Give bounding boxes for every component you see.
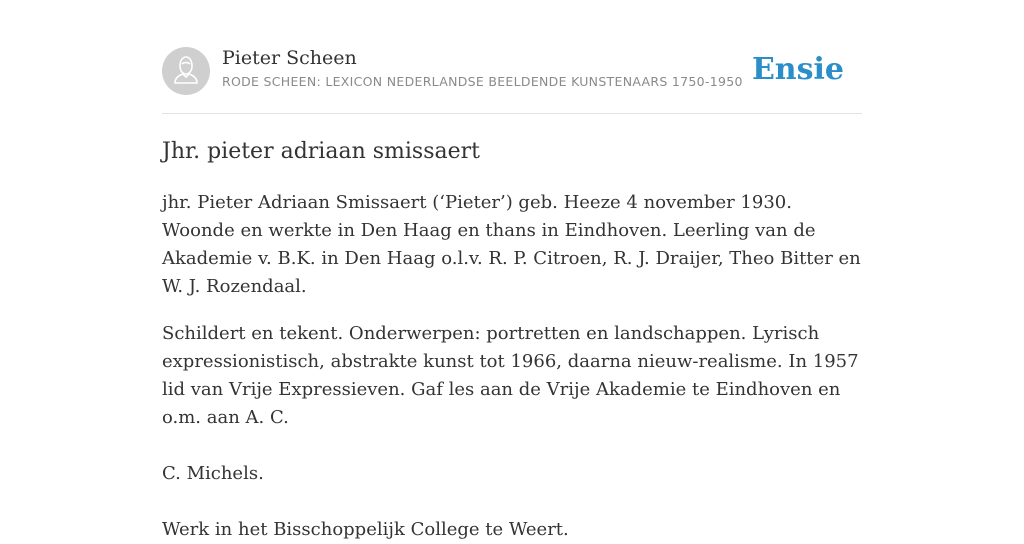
author-name[interactable]: Pieter Scheen [222, 47, 357, 69]
article-paragraph: jhr. Pieter Adriaan Smissaert (‘Pieter’) geb. Heeze 4 november 1930. Woonde en werkte in Den Haag en thans in Eindhoven. Leerling van de Akademie v. B.K. in Den Haag o.l.v. R. P. Citroen, R. J. Draijer, Theo Bitter en W. J. Rozendaal. [162, 192, 861, 297]
header-divider [162, 113, 862, 114]
article-paragraph: Schildert en tekent. Onderwerpen: portretten en landschappen. Lyrisch expressionistisch, abstrakte kunst tot 1966, daarna nieuw-realisme. In 1957 lid van Vrije Expressieven. Gaf les aan de Vrije Akademie te Eindhoven en o.m. aan A. C. C. Michels. Werk in het Bisschoppelijk College te Weert. [162, 323, 859, 540]
user-silhouette-icon [162, 47, 210, 95]
source-label[interactable]: RODE SCHEEN: LEXICON NEDERLANDSE BEELDENDE KUNSTENAARS 1750-1950 [222, 74, 743, 89]
article [162, 136, 862, 544]
author-avatar[interactable] [162, 47, 210, 95]
article-title: Jhr. pieter adriaan smissaert [162, 139, 480, 164]
brand-logo[interactable]: Ensie [751, 52, 844, 87]
header [162, 46, 862, 98]
